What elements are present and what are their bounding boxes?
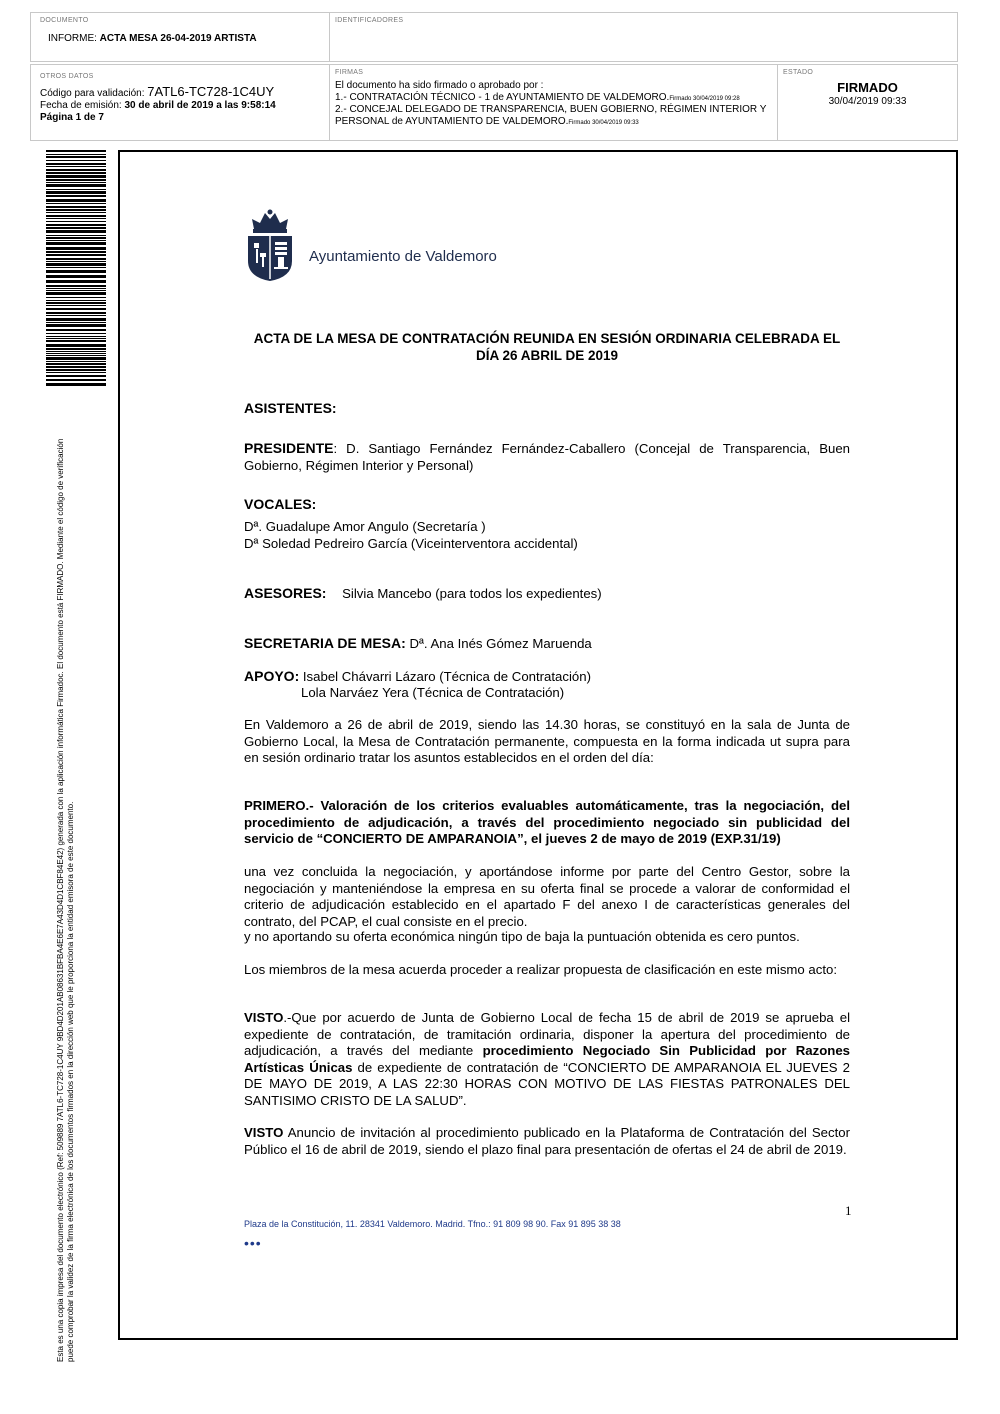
presidente-text: : D. Santiago Fernández Fernández-Caballero (Concejal de Transparencia, Buen Gobierno, Régimen Interior y Personal) [244,441,850,473]
visto-1-bold: procedimiento Negociado Sin Publicidad por Razones Artísticas Únicas [244,1043,850,1075]
otros-datos-label: OTROS DATOS [40,73,94,80]
barcode-bar [46,363,106,365]
barcode-bar [46,312,106,314]
barcode-bar [46,375,106,377]
barcode-bar [46,333,106,334]
barcode-bar [46,372,106,373]
barcode-bar [46,361,106,362]
presidente-paragraph [244,440,850,474]
barcode-bar [46,329,106,331]
barcode-bar [46,191,106,194]
barcode-bar [46,212,106,213]
visto-1-label: VISTO [244,1010,284,1025]
side-legal-text-1: Esta es una copia impresa del documento electrónico (Ref: 509889 7ATL6-TC728-1C4UY 9BD4D201AB08631BFBA4E6E7A43D4D1CBF84E42) generada con la aplicación informática Firmadoc. El documento está FIRMADO. Mediante el código de verificación [56,438,65,1362]
barcode-bar [46,166,106,167]
barcode-bar [46,215,106,217]
apoyo-label: APOYO: [244,668,300,684]
asesores-text: Silvia Mancebo (para todos los expedientes) [342,586,602,601]
barcode-bar [46,184,106,187]
secretaria-line [244,635,850,653]
barcode-bar [46,324,106,327]
barcode-bar [46,302,106,304]
visto-2-paragraph [244,1125,850,1158]
barcode-bar [46,206,106,208]
codigo-prefix: Código para validación: [40,88,145,99]
verification-barcode [46,150,106,388]
barcode-bar [46,182,106,183]
barcode-bar [46,357,106,360]
barcode-bar [46,240,106,241]
barcode-bar [46,267,106,268]
barcode-bar [46,275,106,278]
barcode-bar [46,237,106,239]
vocal-2: Dª Soledad Pedreiro García (Viceinterventora accidental) [244,536,578,551]
estado-label: ESTADO [783,69,814,76]
baja-paragraph: y no aportando su oferta económica ningún tipo de baja la puntuación obtenida es cero puntos. [244,929,800,944]
barcode-bar [46,340,106,342]
barcode-bar [46,247,106,250]
vocal-1: Dª. Guadalupe Amor Angulo (Secretaría ) [244,519,486,534]
intro-paragraph: En Valdemoro a 26 de abril de 2019, siendo las 14.30 horas, se constituyó en la sala de Junta de Gobierno Local, la Mesa de Contratación permanente, compuesta en la forma indicada ut supra para en sesión ordinario tratar los asuntos establecidos en el orden del día: [244,717,850,765]
barcode-bar [46,199,106,202]
document-title-line2: DÍA 26 ABRIL DE 2019 [475,348,619,363]
barcode-bar [46,353,106,354]
asesores-line [244,585,850,603]
barcode-bar [46,230,106,233]
barcode-bar [46,203,106,204]
miembros-paragraph: Los miembros de la mesa acuerda proceder a realizar propuesta de clasificación en este mismo acto: [244,962,837,977]
barcode-bar [46,351,106,352]
presidente-label: PRESIDENTE [244,440,334,456]
fecha-value: 30 de abril de 2019 a las 9:58:14 [124,100,276,111]
pagina-indicator: Página 1 de 7 [40,112,104,123]
barcode-bar [46,383,106,386]
barcode-bar [46,322,106,323]
barcode-bar [46,336,106,337]
fecha-emision-line [40,100,276,111]
document-title [244,330,850,364]
apoyo-line-1 [244,668,850,686]
asesores-label: ASESORES: [244,585,327,601]
estado-value: FIRMADO [837,80,898,95]
side-legal-text-2: puede comprobar la validez de la firma electrónica de los documentos firmados en la dirección web que le proporciona la entidad emisora de este documento. [66,801,75,1362]
document-title-line1: ACTA DE LA MESA DE CONTRATACIÓN REUNIDA EN SESIÓN ORDINARIA CELEBRADA EL [253,331,841,346]
barcode-bar [46,369,106,371]
firma-1-text: 1.- CONTRATACIÓN TÉCNICO - 1 de AYUNTAMIENTO DE VALDEMORO. [335,92,670,103]
barcode-bar [46,235,106,236]
barcode-bar [46,169,106,171]
fecha-prefix: Fecha de emisión: [40,100,122,111]
barcode-bar [46,258,106,260]
vocales-heading: VOCALES: [244,496,317,512]
apoyo-1: Isabel Chávarri Lázaro (Técnica de Contratación) [299,669,591,684]
barcode-bar [46,156,106,158]
barcode-bar [46,305,106,306]
barcode-bar [46,288,106,289]
barcode-bar [46,251,106,253]
visto-2-text: Anuncio de invitación al procedimiento publicado en la Plataforma de Contratación del Sector Público el 16 de abril de 2019, siendo el plazo final para presentación de ofertas el 24 de abril de 2019. [244,1125,850,1157]
firma-2-line2 [335,116,639,129]
firmas-intro: El documento ha sido firmado o aprobado por : [335,80,544,91]
primero-paragraph: PRIMERO.- Valoración de los criterios evaluables automáticamente, tras la negociación, del procedimiento de adjudicación, a través del procedimiento negociado sin publicidad del servicio de “CONCIERTO DE AMPARANOIA”, el jueves 2 de mayo de 2019 (EXP.31/19) [244,798,850,846]
visto-1-text-b: de expediente de contratación de “CONCIERTO DE AMPARANOIA EL JUEVES 2 DE MAYO DE 2019, A LAS 22:30 HORAS CON MOTIVO DE LAS FIESTAS PATRONALES DEL SANTISIMO CRISTO DE LA SALUD”. [244,1059,851,1108]
firma-2-date: Firmado 30/04/2019 09:33 [568,120,639,126]
barcode-bar [46,224,106,226]
barcode-bar [46,297,106,298]
barcode-bar [46,344,106,347]
barcode-bar [46,175,106,178]
barcode-bar [46,263,106,266]
barcode-bar [46,163,106,165]
barcode-bar [46,209,106,211]
codigo-value[interactable]: 7ATL6-TC728-1C4UY [147,84,275,99]
footer-dots: ••• [244,1235,262,1251]
identificadores-label: IDENTIFICADORES [335,17,404,24]
header-identificadores-box [329,12,958,62]
barcode-bar [46,292,106,295]
barcode-bar [46,172,106,174]
page-number: 1 [845,1203,852,1218]
barcode-bar [46,150,106,152]
documento-label: DOCUMENTO [40,17,89,24]
barcode-bar [46,355,106,356]
informe-prefix: INFORME: [48,33,97,44]
secretaria-text: Dª. Ana Inés Gómez Maruenda [405,636,592,651]
secretaria-label: SECRETARIA DE MESA: [244,635,406,651]
barcode-bar [46,300,106,301]
barcode-bar [46,308,106,310]
barcode-bar [46,154,106,155]
barcode-bar [46,218,106,219]
visto-2-label: VISTO [244,1125,284,1140]
visto-1-text-a: .-Que por acuerdo de Junta de Gobierno Local de fecha 15 de abril de 2019 se aprueba el expediente de contratación, de tramitación ordinaria, disponer la apertura del procedimiento de adjudicación, a través del mediante [244,1010,850,1058]
barcode-bar [46,160,106,161]
barcode-bar [46,348,106,350]
barcode-bar [46,338,106,339]
barcode-bar [46,379,106,381]
barcode-bar [46,179,106,181]
visto-1-paragraph [244,1010,850,1109]
footer-address: Plaza de la Constitución, 11. 28341 Valdemoro. Madrid. Tfno.: 91 809 98 90. Fax 91 895 38 38 [244,1219,621,1229]
barcode-bar [46,189,106,190]
barcode-bar [46,318,106,321]
barcode-bar [46,254,106,256]
informe-line [48,33,257,44]
barcode-bar [46,280,106,283]
barcode-bar [46,227,106,229]
estado-date: 30/04/2019 09:33 [828,96,907,107]
barcode-bar [46,285,106,287]
barcode-bar [46,270,106,273]
apoyo-2: Lola Narváez Yera (Técnica de Contratación) [301,685,565,700]
barcode-bar [46,221,106,222]
barcode-bar [46,315,106,316]
barcode-bar [46,290,106,291]
coat-of-arms-icon [244,209,296,283]
firmas-label: FIRMAS [335,69,364,76]
firma-2-text: PERSONAL de AYUNTAMIENTO DE VALDEMORO. [335,116,569,127]
barcode-bar [46,366,106,368]
barcode-bar [46,242,106,245]
org-name: Ayuntamiento de Valdemoro [309,248,497,265]
barcode-bar [46,261,106,262]
informe-value: ACTA MESA 26-04-2019 ARTISTA [99,33,257,44]
negociacion-paragraph: una vez concluida la negociación, y aportándose informe por parte del Centro Gestor, sobre la negociación y manteniéndose la empresa en su oferta final se procede a valorar de conformidad el criterio de adjudicación establecido en el apartado F del anexo I de características generales del contrato, del PCAP, el cual consiste en el precio. [244,864,850,929]
codigo-validacion-line [40,86,274,99]
firma-1-date: Firmado 30/04/2019 09:28 [669,96,740,102]
asistentes-heading: ASISTENTES: [244,400,337,416]
firma-2-line1: 2.- CONCEJAL DELEGADO DE TRANSPARENCIA, BUEN GOBIERNO, RÉGIMEN INTERIOR Y [335,104,767,115]
barcode-bar [46,195,106,197]
